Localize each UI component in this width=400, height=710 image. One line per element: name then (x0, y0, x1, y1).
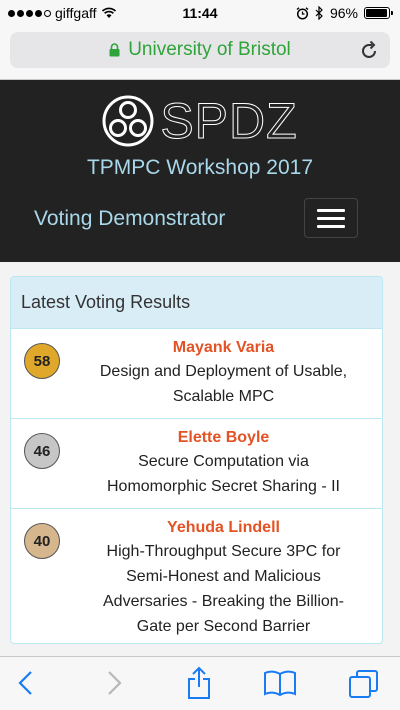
talk-title-line: Design and Deployment of Usable, (99, 363, 348, 380)
talk-title-line: High-Throughput Secure 3PC for (106, 543, 341, 560)
address-bar[interactable] (10, 32, 390, 68)
talk-title-line: Secure Computation via (138, 453, 309, 470)
bluetooth-icon (315, 6, 324, 20)
speaker-name: Elette Boyle (177, 429, 270, 446)
status-time: 11:44 (182, 5, 218, 21)
site-header (0, 80, 400, 262)
forward-icon[interactable] (104, 669, 124, 697)
workshop-title: TPMPC Workshop 2017 (86, 156, 314, 179)
talk-title-line: Gate per Second Barrier (136, 618, 311, 635)
speaker-name: Yehuda Lindell (167, 519, 280, 536)
result-row (11, 329, 382, 419)
signal-strength-icon (8, 10, 51, 17)
share-icon[interactable] (186, 666, 212, 700)
site-name: University of Bristol (128, 39, 291, 60)
status-bar (0, 0, 400, 26)
result-row (11, 509, 382, 644)
browser-address-area (0, 26, 400, 80)
alarm-icon (296, 7, 309, 20)
panel-heading: Latest Voting Results (11, 277, 382, 329)
vote-count-badge: 40 (24, 523, 60, 559)
talk-title-line: Scalable MPC (172, 388, 275, 405)
lock-icon (109, 43, 120, 57)
back-icon[interactable] (16, 669, 36, 697)
talk-title-line: Semi-Honest and Malicious (126, 568, 321, 585)
results-panel (10, 276, 383, 644)
vote-count-badge: 46 (24, 433, 60, 469)
talk-title-line: Adversaries - Breaking the Billion- (103, 593, 344, 610)
battery-percent: 96% (329, 5, 358, 21)
menu-toggle-button[interactable] (304, 198, 358, 238)
navbar-brand[interactable]: Voting Demonstrator (34, 207, 226, 230)
browser-toolbar (0, 656, 400, 710)
spdz-logo[interactable] (0, 92, 400, 150)
result-row (11, 419, 382, 509)
talk-title-line: Homomorphic Secret Sharing - II (107, 478, 340, 495)
reload-icon[interactable] (360, 40, 378, 60)
wifi-icon (101, 7, 117, 19)
carrier-name: giffgaff (55, 5, 97, 21)
battery-icon (364, 7, 390, 19)
hamburger-icon (317, 209, 345, 212)
speaker-name: Mayank Varia (172, 339, 275, 356)
logo-text: SPDZ (160, 93, 298, 149)
spdz-logo-icon (102, 95, 154, 147)
vote-count-badge: 58 (24, 343, 60, 379)
tabs-icon[interactable] (348, 669, 380, 699)
bookmarks-icon[interactable] (263, 669, 297, 697)
